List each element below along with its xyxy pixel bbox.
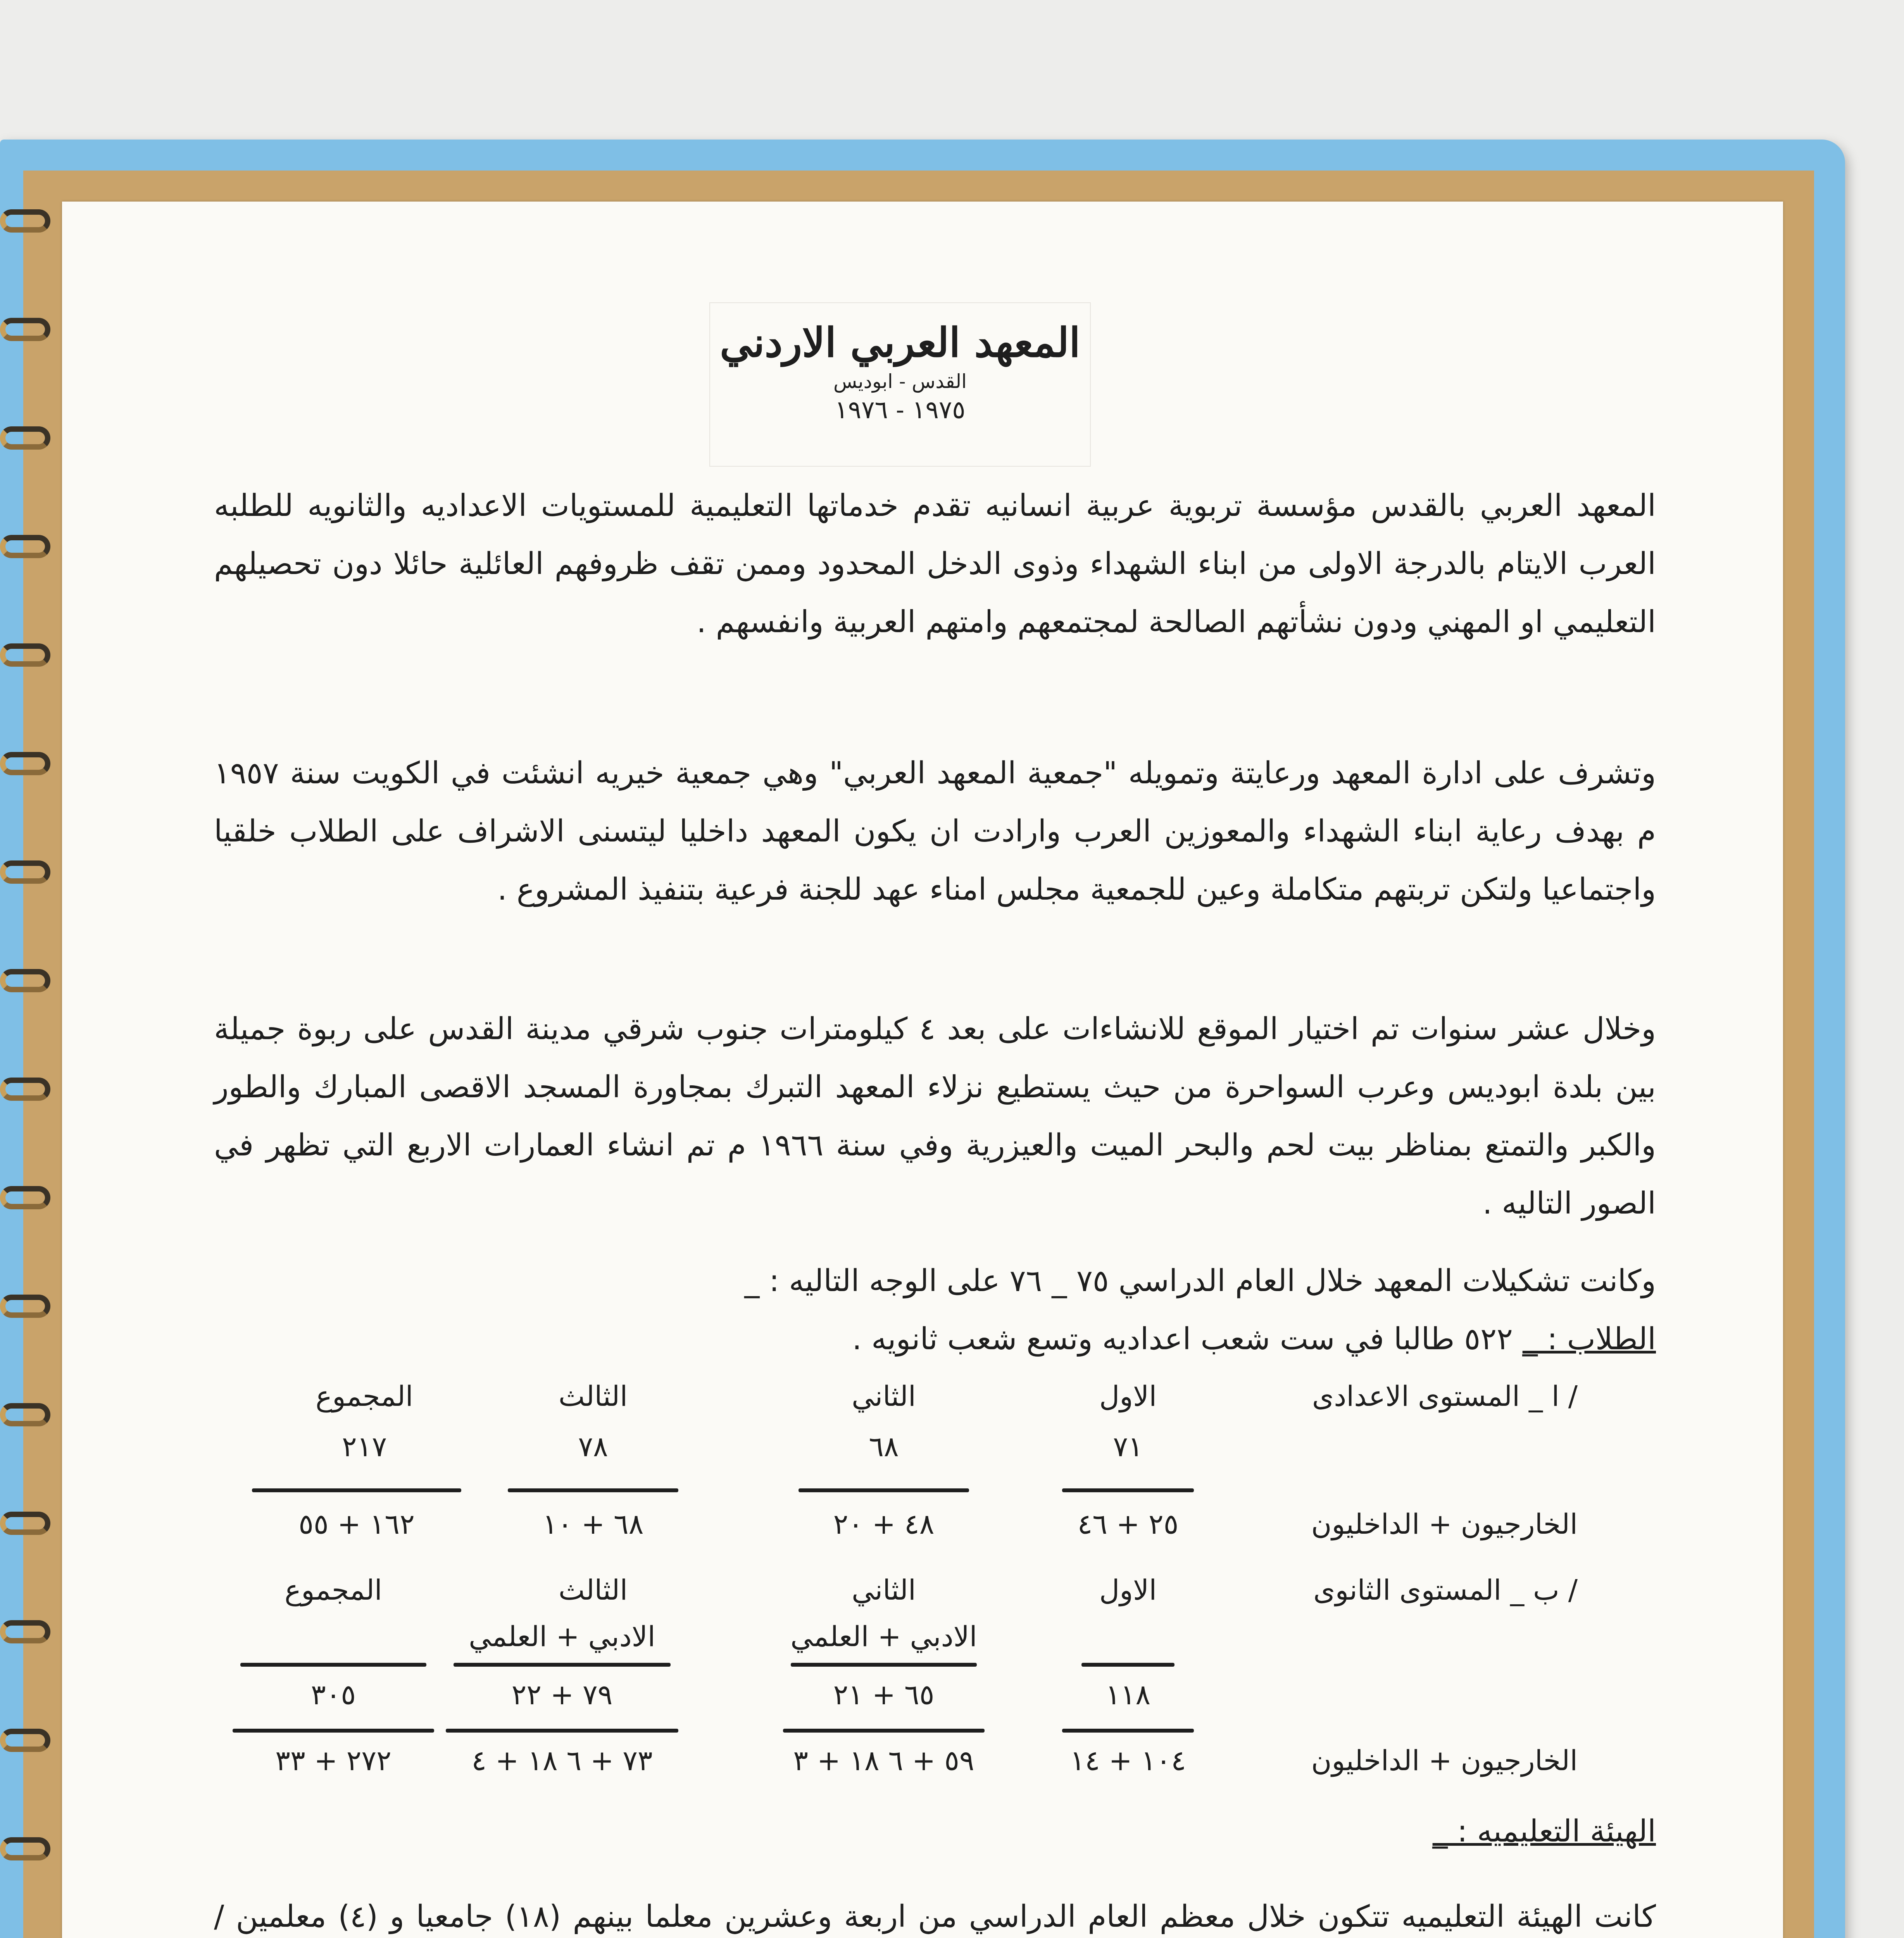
table-b-rule xyxy=(1081,1663,1174,1667)
students-text: ٥٢٢ طالبا في ست شعب اعداديه وتسع شعب ثانويه . xyxy=(852,1322,1513,1357)
spiral-ring xyxy=(0,1729,50,1752)
table-b-split-second: ٥٩ + ٦ ١٨ + ٣ xyxy=(793,1744,974,1777)
table-b-row-label: ب _ المستوى الثانوى / xyxy=(1313,1574,1578,1606)
table-a-split-second: ٤٨ + ٢٠ xyxy=(833,1508,935,1540)
staff-heading: الهيئة التعليميه : _ xyxy=(1432,1814,1656,1849)
paragraph-formations: وكانت تشكيلات المعهد خلال العام الدراسي ٧٥ _ ٧٦ على الوجه التاليه : _ xyxy=(744,1264,1656,1298)
table-a-split-label: الخارجيون + الداخليون xyxy=(1311,1508,1578,1540)
spiral-ring xyxy=(0,752,50,775)
students-label: الطلاب : _ xyxy=(1522,1322,1656,1357)
table-b-col-total: المجموع xyxy=(285,1574,382,1606)
spiral-ring xyxy=(0,426,50,450)
spiral-ring xyxy=(0,1295,50,1318)
spiral-ring xyxy=(0,1078,50,1101)
table-a-col-third: الثالث xyxy=(558,1380,628,1412)
table-a-split-first: ٢٥ + ٤٦ xyxy=(1077,1508,1179,1540)
students-line xyxy=(214,1310,1656,1368)
table-a-row-label: ا _ المستوى الاعدادى / xyxy=(1312,1380,1578,1412)
table-b-rule xyxy=(454,1663,671,1667)
table-a-split-sum: ١٦٢ + ٥٥ xyxy=(298,1508,415,1540)
table-b-subcol-third: الادبي + العلمي xyxy=(469,1620,655,1653)
table-a-rule xyxy=(1062,1488,1194,1492)
spiral-binding xyxy=(0,202,58,1938)
table-a-split-third: ٦٨ + ١٠ xyxy=(542,1508,644,1540)
table-a-total-third: ٧٨ xyxy=(578,1430,608,1463)
spiral-ring xyxy=(0,535,50,558)
table-b-col-third: الثالث xyxy=(558,1574,628,1606)
table-b-rule xyxy=(791,1663,977,1667)
spiral-ring xyxy=(0,209,50,233)
table-b-subcol-second: الادبي + العلمي xyxy=(790,1620,977,1653)
table-a-col-total: المجموع xyxy=(316,1380,413,1412)
table-a-rule xyxy=(252,1488,461,1492)
table-b-split-first: ١٠٤ + ١٤ xyxy=(1070,1744,1186,1777)
table-b-total-third: ٧٩ + ٢٢ xyxy=(511,1678,613,1711)
table-a-rule xyxy=(799,1488,969,1492)
paragraph-location: وخلال عشر سنوات تم اختيار الموقع للانشاءات على بعد ٤ كيلومترات جنوب شرقي مدينة القدس على ربوة جميلة بين بلدة ابوديس وعرب السواحرة من حيث يستطيع نزلاء المعهد التبرك بمجاورة المسجد الاقصى المبارك والطور والكبر والتمتع بمناظر بيت لحم والبحر الميت والعيزرية وفي سنة ١٩٦٦ م تم انشاء العمارات الاربع التي تظهر في الصور التاليه . xyxy=(214,1012,1656,1221)
spiral-ring xyxy=(0,1512,50,1535)
table-b-rule xyxy=(1062,1729,1194,1733)
spiral-ring xyxy=(0,318,50,341)
institute-title: المعهد العربي الاردني xyxy=(720,319,1080,366)
spiral-ring xyxy=(0,1403,50,1426)
paragraph-staff: كانت الهيئة التعليميه تتكون خلال معظم العام الدراسي من اربعة وعشرين معلما بينهم (١٨) جامعيا و (٤) معلمين / xyxy=(214,1899,1656,1934)
table-b-total-second: ٦٥ + ٢١ xyxy=(833,1678,935,1711)
table-a-rule xyxy=(508,1488,678,1492)
spiral-ring xyxy=(0,1186,50,1209)
table-a-total-first: ٧١ xyxy=(1113,1430,1143,1463)
spiral-ring xyxy=(0,1620,50,1643)
table-a-col-second: الثاني xyxy=(852,1380,916,1412)
table-a-col-first: الاول xyxy=(1099,1380,1157,1412)
paragraph-intro: المعهد العربي بالقدس مؤسسة تربوية عربية انسانيه تقدم خدماتها التعليمية للمستويات الاعداديه والثانويه للطلبه العرب الايتام بالدرجة الاولى من ابناء الشهداء وذوى الدخل المحدود وممن تقف ظروفهم العائلية حائلا دون تحصيلهم التعليمي او المهني ودون نشأتهم الصالحة لمجتمعهم وامتهم العربية وانفسهم . xyxy=(214,488,1656,640)
table-b-split-sum: ٢٧٢ + ٣٣ xyxy=(275,1744,391,1777)
institute-location: القدس - ابوديس xyxy=(833,370,967,393)
spiral-ring xyxy=(0,643,50,667)
academic-years: ١٩٧٥ - ١٩٧٦ xyxy=(835,396,966,424)
table-b-rule xyxy=(240,1663,426,1667)
table-b-rule xyxy=(233,1729,434,1733)
table-b-total-first: ١١٨ xyxy=(1105,1678,1150,1711)
table-b-rule xyxy=(783,1729,985,1733)
spiral-ring xyxy=(0,969,50,992)
paragraph-administration: وتشرف على ادارة المعهد ورعايتة وتمويله "جمعية المعهد العربي" وهي جمعية خيريه انشئت في الكويت سنة ١٩٥٧ م بهدف رعاية ابناء الشهداء والمعوزين العرب وارادت ان يكون المعهد داخليا ليتسنى الاشراف على الطلاب خلقيا واجتماعيا ولتكن تربتهم متكاملة وعين للجمعية مجلس امناء عهد للجنة فرعية بتنفيذ المشروع . xyxy=(214,756,1656,907)
table-b-col-first: الاول xyxy=(1099,1574,1157,1606)
table-b-split-label: الخارجيون + الداخليون xyxy=(1311,1744,1578,1777)
table-b-col-second: الثاني xyxy=(852,1574,916,1606)
spiral-ring xyxy=(0,860,50,884)
table-b-split-third: ٧٣ + ٦ ١٨ + ٤ xyxy=(471,1744,653,1777)
letterhead xyxy=(709,302,1091,467)
spiral-ring xyxy=(0,1837,50,1860)
table-a-total-sum: ٢١٧ xyxy=(341,1430,387,1463)
table-b-rule xyxy=(446,1729,678,1733)
table-b-total-sum: ٣٠٥ xyxy=(310,1678,356,1711)
table-a-total-second: ٦٨ xyxy=(869,1430,899,1463)
